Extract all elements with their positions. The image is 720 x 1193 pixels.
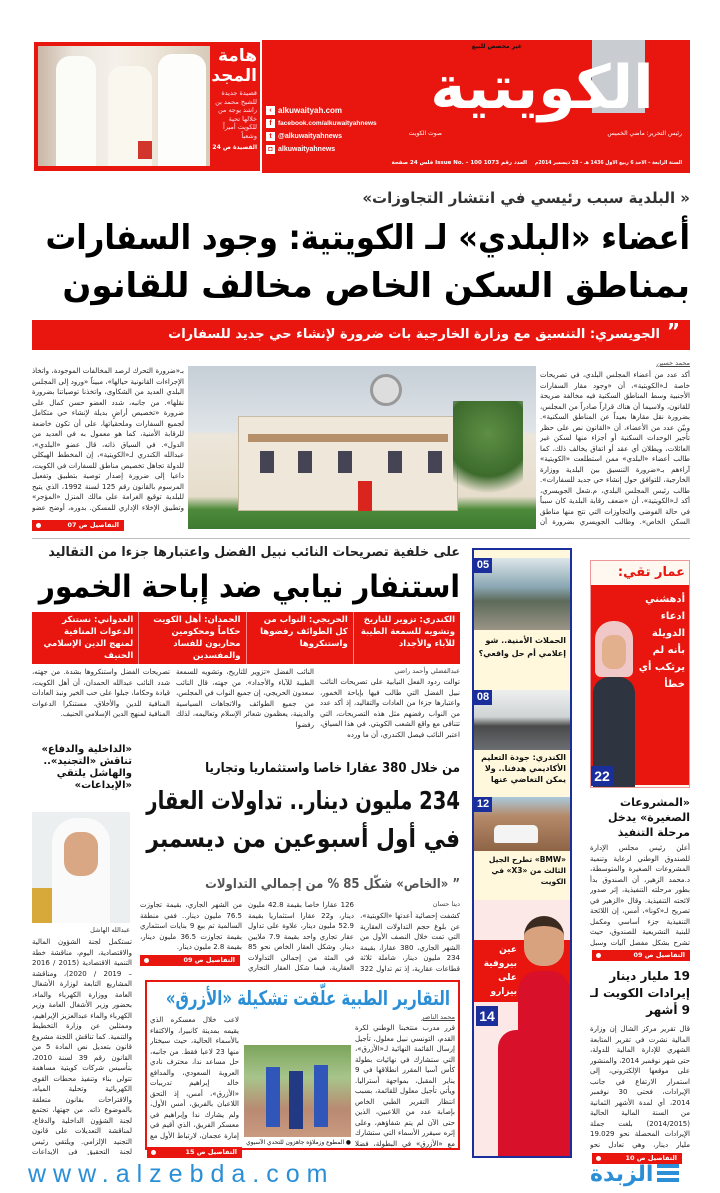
bullet-icon — [144, 958, 149, 963]
page-number-05: 05 — [474, 558, 492, 573]
page-number-08: 08 — [474, 690, 492, 705]
realestate-details-link[interactable]: التفاصيل ص 09 — [140, 955, 240, 966]
quote-adwani: العدواني: نستنكر الدعوات المنافية لمنهج الدين الإسلامي الحنيف — [43, 615, 134, 661]
alcohol-kicker: على خلفية تصريحات النائب نبيل الفضل واعتبارها جزءا من التقاليد — [48, 545, 461, 560]
social-facebook[interactable]: f facebook.com/alkuwaityahnews — [266, 117, 378, 130]
hashel-photo — [32, 812, 130, 923]
editor-in-chief: رئيس التحرير: ماضي الخميس — [607, 130, 682, 137]
lines-icon — [657, 1164, 679, 1184]
quote-huraiji: الحريجي: النواب من كل الطوائف رفضوها واستنكروها — [246, 612, 353, 664]
revenue-headline[interactable]: 19 مليار دينار إيرادات الكويت لـ 9 أشهر — [590, 969, 690, 1017]
lead-column-right: أكد عدد من أعضاء المجلس البلدي، في تصريحات خاصة لـ«الكويتية»، أن «وجود مقار السفارات الأجنبية وسط المناطق السكنية فيه مخالفة صريحة للقانون، ولاسيما أن هناك قراراً صادراً من المجلس، بضرورة نقل مقارها بعيداً عن المناطق السكنية». وبيّن عدد من الأعضاء، أن «القانون نص على حظر تأجير الوحدات السكنية أو أجزاء منها لسكن غير العائلات، ويطلان أي عقد أو اتفاق يخالف ذلك، كما طالب أعضاء «البلدي» ممن استطلعت «الكويتية» آراءهم بـ«ضرورة التنسيق بين البلدية ووزارة الخارجية، للتوافق حول إنشاء حي جديد للسفارات». طالب رئيس المجلس البلدي، م.شعل الجويسري، أكد لـ«الكويتية»، أن «ضعف رقابة البلدية كان سبباً في حالة الفوضى والتجاوزات التي نتج منها مناطق السكن الخاص». وطالب الجويسري بضرورة أن — [540, 371, 690, 526]
alcohol-byline: عبدالفضلي وأحمد راضي — [394, 667, 460, 675]
revenue-text: قال تقرير مركز الشال إن وزارة المالية نشرت في تقرير المتابعة الشهري للإدارة المالية للدولة، حتى شهر نوفمبر 2014، والمنشور على موقعها الإلكتروني، إلى استمرار الارتفاع في جانب الإيرادات، فحتى 30 نوفمبر 2014، أي لمدة الأشهر الثمانية من السنة المالية الحالية (2014/2015) بلغت جملة الإيرادات المحصلة نحو 19.029 مليار دينار، وهي تعادل نحو — [590, 1025, 690, 1149]
realestate-byline: دينا حسان — [432, 900, 460, 908]
bullet-icon — [36, 523, 41, 528]
realestate-headline-line1: 234 مليون دينار.. تداولات العقار — [146, 786, 460, 815]
lead-headline[interactable] — [32, 214, 690, 310]
teaser-05[interactable] — [474, 550, 570, 690]
interview-box[interactable] — [590, 560, 690, 788]
lead-subhead-bar — [32, 320, 690, 350]
website-icon: ‹ — [266, 106, 275, 115]
quote-kandari: الكندري: تزوير للتاريخ وتشويه للسمعة الطيبة للآباء والأجداد — [353, 612, 460, 664]
social-website[interactable]: ‹ alkuwaityah.com — [266, 104, 378, 117]
masthead — [32, 40, 690, 173]
realestate-headline-line2: في أول أسبوعين من ديسمبر — [146, 824, 460, 853]
quote-icon: ” — [666, 319, 680, 343]
promo-box[interactable] — [32, 40, 262, 173]
realestate-col-2: 126 عقارا خاصا بقيمة 42.8 مليون دينار، و22 عقارا استثماريا بقيمة 52.9 مليون دينار، علاوة على تداول عقار تجاري واحد بقيمة 7.9 ملايين دينار. وشكل العقار الخاص نحو 85 في المئة من إجمالي التداولات العقارية، فيما شكل العقار التجاري — [248, 901, 354, 972]
alzebda-logo-text: الزبدة — [590, 1161, 654, 1187]
revenue-details-link[interactable]: التفاصيل ص 10 — [592, 1153, 682, 1164]
teaser-12[interactable] — [474, 797, 570, 897]
slogan: صوت الكويت — [408, 130, 442, 137]
not-for-sale: غير مخصص للبيع — [471, 43, 522, 50]
social-twitter[interactable]: t @alkuwaityahnews — [266, 130, 378, 143]
football-col-left: لاعب خلال معسكره الذي يقيمه بمدينة كانبيرا، والاكتفاء بالأسماء الحالية، حيث سيختار منها 23 لاعبا فقط. من جانبه، حل مساعد ندا، محترف نادي العروبة السعودي، والمدافع خالد إبراهيم تدريبات «الأزرق»، أمس، إذ التحق اللاعبان بالفريق، أمس الأول، ولم يشارك ندا وإبراهيم في معسكر الفريق، الذي أقيم في إمارة عجمان، لارتباط الأول مع — [150, 1016, 239, 1140]
divider — [32, 538, 690, 539]
lead-headline-line2: بمناطق السكن الخاص مخالف للقانون — [62, 266, 690, 306]
alcohol-quotes-box — [32, 612, 460, 664]
bullet-icon: ● — [344, 1139, 351, 1146]
promo-photo — [38, 46, 210, 166]
team-photo-caption: ● المطوع وزملاؤه جاهزون للتحدي الآسيوي — [246, 1139, 351, 1146]
bullet-icon — [151, 1150, 156, 1155]
small-projects-headline[interactable]: «المشروعات الصغيرة» يدخل مرحلة التنفيذ — [608, 796, 690, 839]
site-url[interactable]: www.alzebda.com — [28, 1160, 335, 1188]
page-number-22: 22 — [591, 766, 613, 786]
embassy-photo — [188, 366, 536, 529]
lead-details-link[interactable]: التفاصيل ص 07 — [32, 520, 124, 531]
interview-name: عمار تقي: — [617, 565, 685, 580]
interior-headline[interactable]: «الداخلية والدفاع» تناقش «التجنيد».. والهاشل يلتقي «الإيداعات» — [41, 744, 132, 791]
realestate-col-3: من الشهر الجاري، بقيمة تجاوزت 76.5 مليون دينار.. ففي منطقة السالمية تم بيع 9 بنايات استثماري بقيمة تجاوزت 36.5 مليون دينار، بقيمة 2.8 مليون دينار. — [140, 901, 242, 951]
alcohol-col-2: النائب الفضل «تزوير للتاريخ، وتشويه للسمعة الطيبة للآباء والأجداد». من جهته، قال النائب سعدون الحريجي، إن جميع النواب في المجلس، من جميع الطوائف والاتجاهات السياسية والدينية، يعظمون شعائر الإسلام وتعاليمه، لذلك رفضوا — [176, 668, 314, 729]
teaser-caption: الحملات الأمنية.. شو إعلامي أم حل واقعي؟ — [478, 636, 566, 658]
hashel-caption: عبدالله الهاشل — [90, 926, 130, 934]
teaser-08[interactable] — [474, 690, 570, 795]
page-number-14: 14 — [476, 1006, 498, 1026]
issue-info: العدد رقم 1073 Issue No. – 100 فلس 24 صفحة — [391, 160, 527, 166]
teaser-sidebar — [472, 548, 572, 1158]
interior-text: تستكمل لجنة الشؤون المالية والاقتصادية، اليوم، مناقشة خطة التنمية الاقتصادية (2015 / 2016 – 2019 / 2020)، ومناقشة المشاريع التابعة لوزارة الأشغال العامة ووزارة الكهرباء والماء، بحضور وزير الأشغال العامة وزير الكهرباء والماء عبدالعزيز الإبراهيم، وممثلين عن وزارة التخطيط والتنمية. كما تناقش اللجنة مشروع قانون بتعديل نص المادة 5 من القانون رقم 39 لسنة 2010، بتأسيس شركات كويتية مساهمة تتولى بناء وتنفيذ محطات القوى الكهربائية وتحلية المياه، والاقتراحات بقانون متعلقة بالموضوع ذاته. من جهتها، تجتمع لجنة الشؤون الداخلية والدفاع، لمناقشة التعديلات على قانون التجنيد الإلزامي. ويلتقي رئيس لجنة التحقيق في الإيداعات — [32, 938, 132, 1155]
team-training-photo — [244, 1045, 351, 1137]
football-headline[interactable]: التقارير الطبية علّقت تشكيلة «الأزرق» — [165, 986, 450, 1010]
player-arms — [498, 1030, 570, 1158]
promo-title: هامة — [217, 46, 257, 66]
social-instagram[interactable]: ◘ alkuwaityahnews — [266, 143, 378, 156]
social-links — [266, 104, 378, 156]
football-details-link[interactable]: التفاصيل ص 15 — [147, 1147, 242, 1158]
lead-column-left: بـ«ضرورة التحرك لرصد المخالفات الموجودة، واتخاذ الإجراءات القانونية حيالها»، مبيناً «ورود إلى المجلس البلدي العديد من الشكاوى، واتخذنا توصياتنا بضرورة نقلها». من جانبه، شدد العضو حسن كمال على ضرورة «تخصيص أراضٍ بديلة لإنشاء حي متكامل لجميع السفارات وملحقياتها، على أن تكون خاضعة للرقابة الأمنية، كما هو معمول به في العديد من الدول». في السياق ذاته، قال عضو «البلدي»، عبدالله الكندري لـ«الكويتية»، إن المخطط الهيكلي للدولة تجاهل تخصيص مناطق للسفارات في الكويت، داعيا إلى ضرورة إصدار توصية بتطبيق وتفعيل المرسوم بالقانون رقم 125 لسنة 1992، الذي يتيح للبلدية توقيع الغرامة على مالك المنزل «المؤجر» وتطبيق الإخلاء الإداري للمسكن. بدوره، أوضح عضو — [32, 367, 184, 512]
lead-headline-line1: أعضاء «البلدي» لـ الكويتية: وجود السفارات — [45, 218, 690, 258]
alcohol-headline[interactable]: استنفار نيابي ضد إباحة الخمور — [38, 569, 460, 605]
football-col-right: قرر مدرب منتخبنا الوطني لكرة القدم، التونسي نبيل معلول، تأجيل إرسال القائمة النهائية لـ«الأزرق»، التي ستشارك في نهائيات بطولة كأس آسيا المقرر انطلاقها في 9 يناير المقبل، بمواجهة أستراليا. ويأتي تأجيل معلول للقائمة، بسبب انتظار التقرير الطبي الخاص بإصابة عدد من اللاعبين، الذين حتى الآن لم يتم شفاؤهم، وعلى إثره سيقرر الأسماء التي ستشارك مع «الأزرق» في البطولة، فضلا — [355, 1024, 455, 1148]
lead-subhead: الجويسري: التنسيق مع وزارة الخارجية بات ضرورة لإنشاء حي جديد للسفارات — [168, 327, 660, 342]
instagram-icon: ◘ — [266, 145, 275, 154]
realestate-subhead: ” «الخاص» شكّل 85 % من إجمالي التداولات — [205, 877, 460, 892]
realestate-col-1: كشفت إحصائية أعدتها «الكويتية»، عن بلوغ حجم التداولات العقارية التي تمت خلال النصف الأول من الشهر الجاري، 380 عقارا، بقيمة 234 مليون دينار، شاملة ثلاثة قطاعات عقارية، إذ تم تداول 322 — [360, 912, 460, 973]
interviewee-photo — [593, 621, 635, 788]
interview-quote: أدهشني ادعاء الدويلة بأنه لم يرتكب أي خطأ — [638, 594, 685, 690]
twitter-icon: t — [266, 132, 275, 141]
small-projects-details-link[interactable]: التفاصيل ص 09 — [592, 950, 690, 961]
facebook-icon: f — [266, 119, 275, 128]
small-projects-text: أعلن رئيس مجلس الإدارة للصندوق الوطني لرعاية وتنمية المشروعات الصغيرة والمتوسطة، د.محمد الزهير، أن الصندوق بدأ بطور مرحلته التنفيذية، إثر صدور لائحته التنفيذية. وقال «الزهير في تصريح لـ«كونا»، أمس، إن اللائحة التنفيذية جزء أساسي ومكمل للبنية التشريعية للصندوق، حيث تشرح بشكل مفصل آليات وسبل — [590, 844, 690, 947]
bullet-icon — [596, 953, 601, 958]
dateline: السنة الرابعة – الاحد 6 ربيع الاول 1436 هـ – 28 ديسمبر 2014م — [534, 160, 682, 166]
promo-text: قصيدة جديدة للشيخ محمد بن راشد يوجه من خلالها تحية للكويت أميراً وشعباً — [215, 89, 257, 140]
alzebda-logo[interactable] — [590, 1158, 690, 1190]
promo-title-2: المجد — [211, 66, 257, 86]
realestate-kicker: من خلال 380 عقارا خاصا واستثماريا وتجاريا — [205, 761, 460, 776]
football-byline: محمد الناصر — [421, 1013, 455, 1021]
realestate-headline[interactable] — [140, 782, 460, 858]
quote-hamdan: الحمدان: أهل الكويت حكاماً ومحكومين محاربون للفساد والمفسدين — [138, 612, 245, 664]
teaser-caption: «BMW» تطرح الجيل الثالث من «X3» في الكويت — [488, 855, 566, 886]
teaser-caption: عين بيروفية على بيزارو — [483, 945, 517, 997]
lead-kicker: « البلدية سبب رئيسي في انتشار التجاوزات» — [362, 189, 690, 207]
lead-byline: محمد حسين — [656, 359, 690, 367]
alcohol-col-3: تصريحات الفضل واستنكروها بشدة. من جهته، شدد النائب عبدالله الحمدان، أن أهل الكويت، قيادة وحكاما، جبلوا على حب الخير ونبذ العادات المنافية للدين والأخلاق، مستنكرا الدعوات المنافية لمنهج الدين الإسلامي الحنيف. — [32, 668, 170, 718]
page-number-12: 12 — [474, 797, 492, 812]
quote-icon: ” — [448, 877, 460, 892]
teaser-caption: الكندري: جودة التعليم الأكاديمي هدفنا.. ولا يمكن التغاضي عنها — [481, 753, 566, 784]
newspaper-logo[interactable]: الكويتية — [430, 53, 654, 123]
teaser-14[interactable] — [474, 900, 570, 1158]
alcohol-col-1: توالت ردود الفعل النيابية على تصريحات النائب نبيل الفضل التي طالب فيها بإباحة الخمور، واعتبارها جزءا من العادات والتقاليد، إذ أكد عدد من النواب رفضهم مثل هذه التصريحات، التي تتنافى مع واقع الشعب الكويتي. في هذا السياق، اعتبر النائب فيصل الكندري، أن ما ورده — [320, 678, 460, 739]
promo-ref[interactable]: القصيدة ص 24 — [212, 144, 257, 151]
